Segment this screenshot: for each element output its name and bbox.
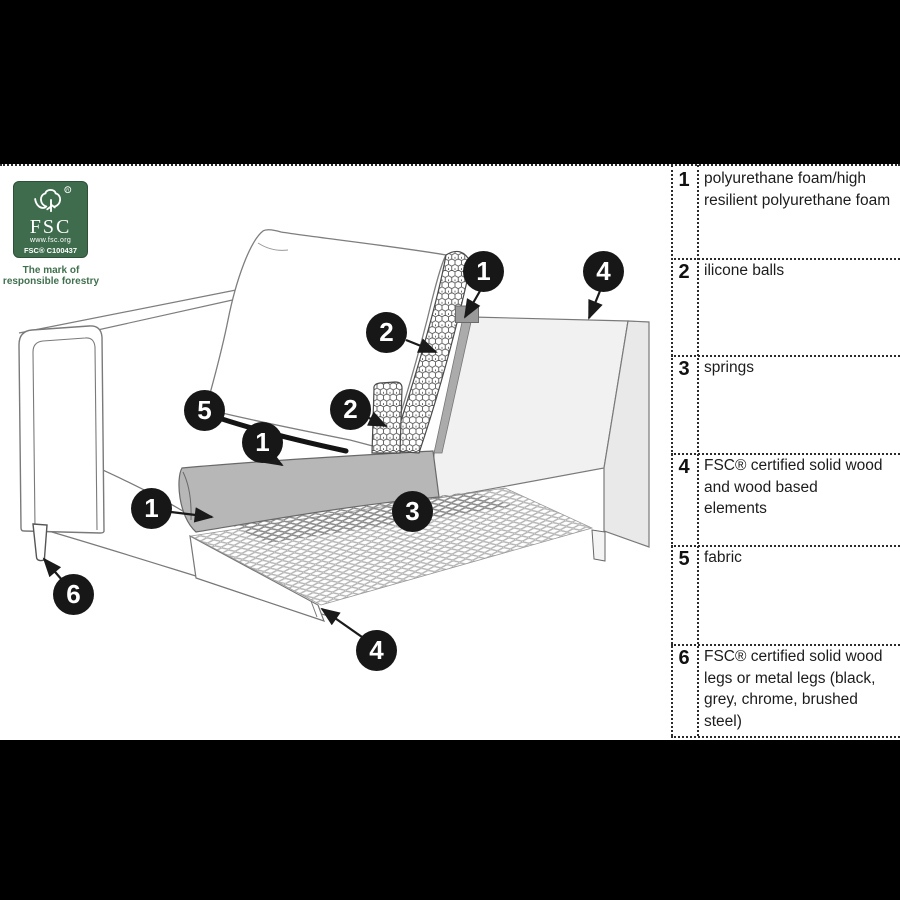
callout-badge-3: 3 xyxy=(392,491,433,532)
legend-line: polyurethane foam/high xyxy=(704,170,867,187)
legend-line: ilicone balls xyxy=(704,262,785,279)
fsc-url: www.fsc.org xyxy=(29,237,72,244)
legend-line: and wood based xyxy=(704,478,818,496)
fsc-license-code: FSC® C100437 xyxy=(23,246,78,255)
legend-row-4-text xyxy=(704,455,896,520)
letterbox-band-top xyxy=(0,0,900,164)
arrow-6 xyxy=(44,559,62,580)
fsc-tree-logo xyxy=(28,185,74,213)
legend-row-3-number: 3 xyxy=(678,358,690,380)
fsc-tagline-line1: The mark of xyxy=(22,265,80,276)
legend-line: resilient polyurethane foam xyxy=(704,191,891,209)
legend-row-2-text xyxy=(704,260,896,282)
letterbox-band-bottom xyxy=(0,740,900,900)
legend-row-5-text xyxy=(704,547,896,569)
legend-row-6-text xyxy=(704,646,896,732)
callout-badge-1-middle: 1 xyxy=(242,422,283,463)
callout-badge-5: 5 xyxy=(184,390,225,431)
fsc-badge xyxy=(13,181,88,258)
arrow-4-bottom xyxy=(322,609,362,637)
fsc-tagline-line2: responsible forestry xyxy=(2,276,100,287)
legend-row-1-number: 1 xyxy=(678,169,690,191)
fsc-acronym: FSC xyxy=(29,216,72,238)
svg-text:R: R xyxy=(65,187,69,193)
legend-row-5-number: 5 xyxy=(678,548,690,570)
legend-line: steel) xyxy=(704,712,742,730)
callout-badge-4-top: 4 xyxy=(583,251,624,292)
legend-line: fabric xyxy=(704,549,742,566)
legend-row-2-number: 2 xyxy=(678,261,690,283)
callout-badge-2-lower: 2 xyxy=(330,389,371,430)
side-panel-foot xyxy=(592,530,605,561)
callout-badge-4-bottom: 4 xyxy=(356,630,397,671)
arrow-4-top xyxy=(589,291,600,318)
legend-row-6-number: 6 xyxy=(678,647,690,669)
legend-line: springs xyxy=(704,359,754,376)
honeycomb-patch-small xyxy=(372,382,402,453)
callout-badge-1-top: 1 xyxy=(463,251,504,292)
legend-line: grey, chrome, brushed xyxy=(704,691,858,708)
legend-line: elements xyxy=(704,500,767,517)
callout-badge-6: 6 xyxy=(53,574,94,615)
legend-row-4-number: 4 xyxy=(678,456,690,478)
fsc-tagline xyxy=(0,265,106,287)
legend-line: FSC® certified solid wood xyxy=(704,457,883,474)
legend-line: FSC® certified solid wood xyxy=(704,648,883,665)
callout-badge-1-left: 1 xyxy=(131,488,172,529)
legend-row-1-text xyxy=(704,168,896,211)
sofa-armrest xyxy=(19,326,104,533)
legend-row-3-text xyxy=(704,357,896,379)
legend-bottom-rule xyxy=(671,736,900,738)
callout-badge-2-upper: 2 xyxy=(366,312,407,353)
sofa-leg xyxy=(33,524,47,561)
legend-column-rule xyxy=(697,165,699,736)
legend-line: legs or metal legs (black, xyxy=(704,669,876,687)
content-top-rule xyxy=(0,164,900,166)
